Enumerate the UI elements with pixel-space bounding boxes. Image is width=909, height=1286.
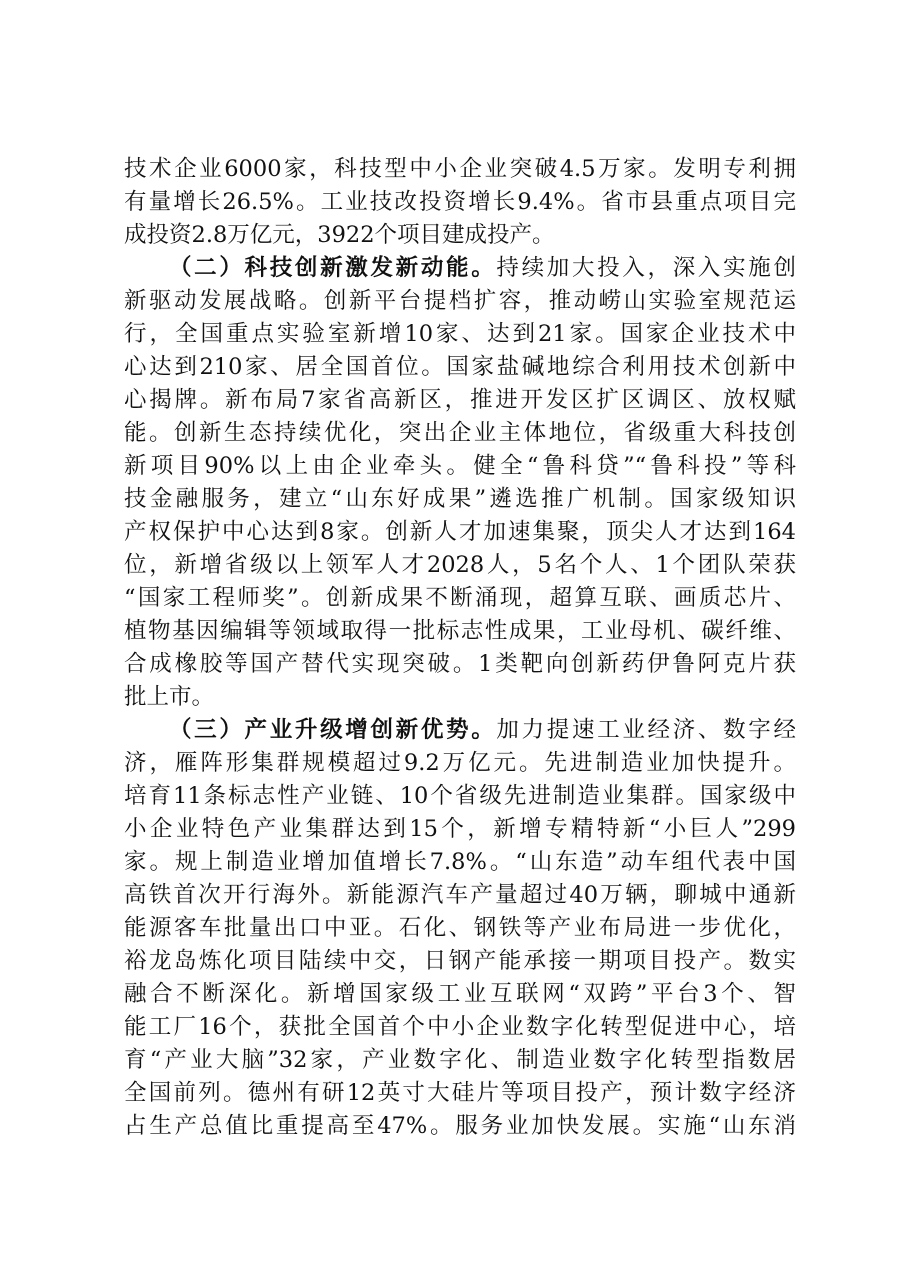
text-line: 培育11条标志性产业链、10个省级先进制造业集群。国家级中 — [124, 783, 796, 809]
text-line: 心揭牌。新布局7家省高新区，推进开发区扩区调区、放权赋 — [124, 387, 796, 413]
section-heading-2: （二）科技创新激发新动能。 — [169, 255, 497, 281]
text-line: 全国前列。德州有研12英寸大硅片等项目投产，预计数字经济 — [124, 1080, 796, 1106]
paragraph-first-line — [169, 714, 796, 747]
section-heading-3: （三）产业升级增创新优势。 — [169, 717, 497, 743]
text-run: 持续加大投入，深入实施创 — [496, 255, 796, 281]
text-line: 高铁首次开行海外。新能源汽车产量超过40万辆，聊城中通新 — [124, 882, 796, 908]
text-line: 小企业特色产业集群达到15个，新增专精特新“小巨人”299 — [124, 816, 796, 842]
text-line: 育“产业大脑”32家，产业数字化、制造业数字化转型指数居 — [124, 1047, 796, 1073]
text-line: 位，新增省级以上领军人才2028人，5名个人、1个团队荣获 — [124, 552, 796, 578]
text-line: 新驱动发展战略。创新平台提档扩容，推动崂山实验室规范运 — [124, 288, 796, 314]
text-line: 有量增长26.5%。工业技改投资增长9.4%。省市县重点项目完 — [124, 189, 796, 215]
text-line: 心达到210家、居全国首位。国家盐碱地综合利用技术创新中 — [124, 354, 796, 380]
text-line: 新项目90%以上由企业牵头。健全“鲁科贷”“鲁科投”等科 — [124, 453, 796, 479]
text-line: 济，雁阵形集群规模超过9.2万亿元。先进制造业加快提升。 — [124, 750, 796, 776]
text-line: 家。规上制造业增加值增长7.8%。“山东造”动车组代表中国 — [124, 849, 796, 875]
paragraph-first-line — [169, 252, 796, 285]
text-line: 融合不断深化。新增国家级工业互联网“双跨”平台3个、智 — [124, 981, 796, 1007]
text-line: 批上市。 — [124, 684, 215, 710]
text-line: 能。创新生态持续优化，突出企业主体地位，省级重大科技创 — [124, 420, 796, 446]
text-line: “国家工程师奖”。创新成果不断涌现，超算互联、画质芯片、 — [124, 585, 796, 611]
text-line: 技金融服务，建立“山东好成果”遴选推广机制。国家级知识 — [124, 486, 796, 512]
text-line: 合成橡胶等国产替代实现突破。1类靶向创新药伊鲁阿克片获 — [124, 651, 796, 677]
text-line: 成投资2.8万亿元，3922个项目建成投产。 — [124, 222, 555, 248]
text-line: 能源客车批量出口中亚。石化、钢铁等产业布局进一步优化， — [124, 915, 796, 941]
text-line: 行，全国重点实验室新增10家、达到21家。国家企业技术中 — [124, 321, 796, 347]
text-line: 产权保护中心达到8家。创新人才加速集聚，顶尖人才达到164 — [124, 519, 796, 545]
text-line: 能工厂16个，获批全国首个中小企业数字化转型促进中心，培 — [124, 1014, 796, 1040]
text-line: 占生产总值比重提高至47%。服务业加快发展。实施“山东消 — [124, 1113, 796, 1139]
text-line: 植物基因编辑等领域取得一批标志性成果，工业母机、碳纤维、 — [124, 618, 796, 644]
text-line: 裕龙岛炼化项目陆续中交，日钢产能承接一期项目投产。数实 — [124, 948, 796, 974]
text-line: 技术企业6000家，科技型中小企业突破4.5万家。发明专利拥 — [124, 156, 796, 182]
text-run: 加力提速工业经济、数字经 — [496, 717, 796, 743]
